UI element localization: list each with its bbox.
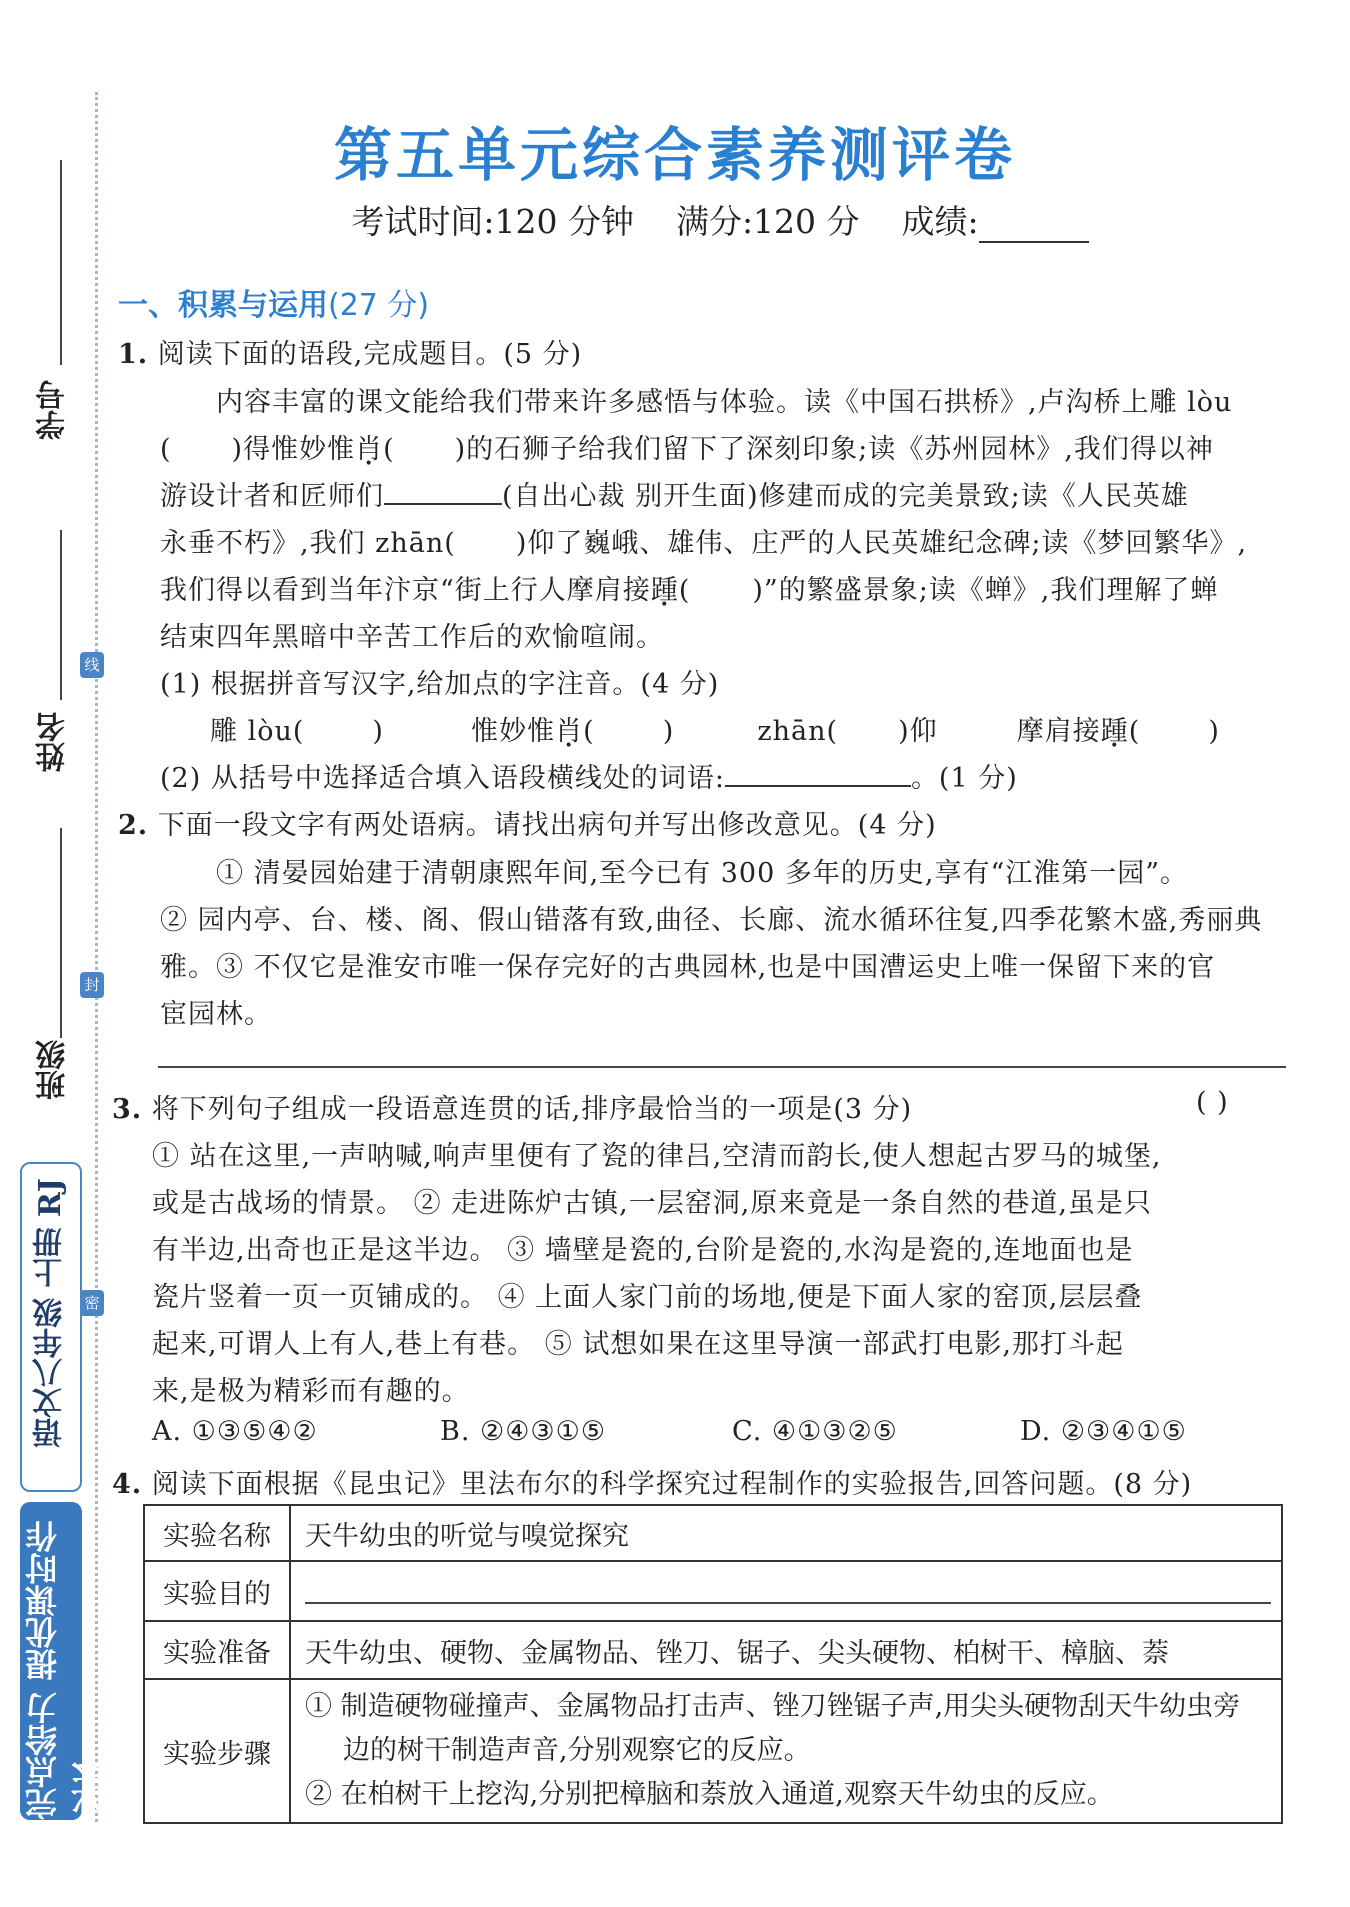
q1-sub1: (1) 根据拼音写汉字,给加点的字注音。(4 分) xyxy=(160,669,720,700)
q3-option-c[interactable]: C. ④①③②⑤ xyxy=(732,1416,898,1447)
q3-option-b[interactable]: B. ②④③①⑤ xyxy=(440,1416,607,1447)
section-label: 一、积累与运用 xyxy=(118,288,328,323)
student-id-label: 学号 xyxy=(36,380,71,440)
q1-stem-text: 阅读下面的语段,完成题目。(5 分) xyxy=(157,339,583,370)
q2-line1: ① 清晏园始建于清朝康熙年间,至今已有 300 多年的历史,享有“江淮第一园”。 xyxy=(216,858,1189,889)
q3-line4: 瓷片竖着一页一页铺成的。 ④ 上面人家门前的场地,便是下面人家的窑顶,层层叠 xyxy=(152,1282,1143,1313)
q1-para-line6: 结束四年黑暗中辛苦工作后的欢愉喧闹。 xyxy=(160,622,664,653)
step-1-line1: ① 制造硬物碰撞声、金属物品打击声、锉刀锉锯子声,用尖头硬物刮天牛幼虫旁 xyxy=(305,1691,1241,1722)
q2-line4: 宦园林。 xyxy=(160,999,272,1030)
text: 游设计者和匠师们 xyxy=(160,481,384,512)
text: )”的繁盛景象;读《蝉》,我们理解了蝉 xyxy=(752,575,1219,606)
experiment-prep-value: 天牛幼虫、硬物、金属物品、锉刀、锯子、尖头硬物、柏树干、樟脑、萘 xyxy=(290,1621,1282,1679)
class-blank[interactable] xyxy=(60,828,62,1038)
q1-para-line4 xyxy=(160,521,1247,560)
paren-open: ( xyxy=(160,434,172,465)
q3-stem-text: 将下列句子组成一段语意连贯的话,排序最恰当的一项是(3 分) xyxy=(151,1094,913,1125)
exam-time: 考试时间:120 分钟 xyxy=(351,202,634,241)
q1-stem xyxy=(118,332,582,371)
q2-number: 2. xyxy=(118,810,149,841)
text: ( xyxy=(1128,716,1141,747)
book-series-band xyxy=(20,1162,108,1820)
q3-line3: 有半边,出奇也正是这半边。 ③ 墙壁是瓷的,台阶是瓷的,水沟是瓷的,连地面也是 xyxy=(152,1235,1134,1266)
seal-tag: 封 xyxy=(80,972,104,998)
text: )仰了巍峨、雄伟、庄严的人民英雄纪念碑;读《梦回繁华》, xyxy=(515,528,1248,559)
q2-answer-line[interactable] xyxy=(158,1066,1286,1068)
answer-blank-xiao[interactable] xyxy=(395,432,455,458)
section-points: (27 分) xyxy=(328,288,430,323)
dotted-char-zhong: 踵 xyxy=(1100,716,1129,747)
q3-line2: 或是古战场的情景。 ② 走进陈炉古镇,一层窑洞,原来竟是一条自然的巷道,虽是只 xyxy=(152,1188,1152,1219)
seal-line-tag: 线 xyxy=(80,652,104,678)
score-label: 成绩: xyxy=(901,202,979,241)
q1-sub2-answer-blank[interactable] xyxy=(725,759,911,787)
q3-line1: ① 站在这里,一声呐喊,响声里便有了瓷的律吕,空清而韵长,使人想起古罗马的城堡, xyxy=(152,1141,1162,1172)
q3-number: 3. xyxy=(112,1094,143,1125)
exam-info xyxy=(0,196,1350,243)
q3-answer-paren[interactable]: ( ) xyxy=(1196,1087,1229,1118)
text: 永垂不朽》,我们 zhān( xyxy=(160,528,456,559)
paren-open: ( xyxy=(678,575,691,606)
table-row xyxy=(144,1621,1282,1679)
q1-sub2 xyxy=(160,756,1018,795)
class-label: 班级 xyxy=(36,1040,71,1100)
q3-option-d[interactable]: D. ②③④①⑤ xyxy=(1020,1416,1187,1447)
series-label: 完点给力 提优课时作业本 xyxy=(24,1520,108,1820)
text: ) xyxy=(1208,716,1220,747)
q4-stem xyxy=(112,1462,1192,1501)
q2-line2: ② 园内亭、台、楼、阁、假山错落有致,曲径、长廊、流水循环往复,四季花繁木盛,秀丽典 xyxy=(160,905,1263,936)
q4-number: 4. xyxy=(112,1469,143,1500)
q3-option-a[interactable]: A. ①③⑤④② xyxy=(152,1416,318,1447)
q1-para-line1: 内容丰富的课文能给我们带来许多感悟与体验。读《中国石拱桥》,卢沟桥上雕 lòu xyxy=(216,387,1233,418)
secret-tag: 密 xyxy=(80,1290,104,1316)
answer-blank-zhong[interactable] xyxy=(690,573,752,599)
experiment-purpose-answer-cell[interactable] xyxy=(290,1561,1282,1621)
text: ) xyxy=(662,716,675,747)
q2-stem xyxy=(118,803,937,842)
text: ( xyxy=(583,716,595,747)
experiment-name-value: 天牛幼虫的听觉与嗅觉探究 xyxy=(290,1505,1282,1561)
step-2: ② 在柏树干上挖沟,分别把樟脑和萘放入通道,观察天牛幼虫的反应。 xyxy=(305,1779,1114,1810)
step-1-line2: 边的树干制造声音,分别观察它的反应。 xyxy=(343,1735,811,1766)
paren-open: ( xyxy=(383,434,395,465)
experiment-report-table xyxy=(143,1504,1283,1824)
experiment-steps-cell xyxy=(290,1679,1282,1823)
dotted-char-xiao: 肖 xyxy=(555,716,584,747)
word-choice-blank[interactable] xyxy=(384,477,502,505)
text: 惟妙惟 xyxy=(471,716,556,747)
dotted-char-zhong: 踵 xyxy=(650,575,679,606)
text: 。(1 分) xyxy=(910,763,1018,794)
experiment-prep-label: 实验准备 xyxy=(144,1621,290,1679)
q2-line3: 雅。③ 不仅它是淮安市唯一保存完好的古典园林,也是中国漕运史上唯一保留下来的官 xyxy=(160,952,1216,983)
purpose-answer-line[interactable] xyxy=(305,1572,1271,1604)
q4-stem-text: 阅读下面根据《昆虫记》里法布尔的科学探究过程制作的实验报告,回答问题。(8 分) xyxy=(151,1469,1193,1500)
student-name-label: 姓名 xyxy=(36,712,71,772)
q2-stem-text: 下面一段文字有两处语病。请找出病句并写出修改意见。(4 分) xyxy=(157,810,937,841)
table-row xyxy=(144,1679,1282,1823)
experiment-purpose-label: 实验目的 xyxy=(144,1561,290,1621)
answer-blank-lou[interactable] xyxy=(172,432,232,458)
text: 摩肩接 xyxy=(1016,716,1101,747)
q1-number: 1. xyxy=(118,339,149,370)
page-title: 第五单元综合素养测评卷 xyxy=(333,121,1016,189)
series-label-box xyxy=(20,1502,108,1820)
text: zhān( xyxy=(757,716,839,747)
text: 我们得以看到当年汴京“街上行人摩肩接 xyxy=(160,575,651,606)
section-heading xyxy=(118,280,429,324)
student-name-blank[interactable] xyxy=(60,530,62,700)
experiment-steps-label: 实验步骤 xyxy=(144,1679,290,1823)
grade-label: 语文八年级 上册 RJ xyxy=(33,1178,68,1449)
table-row xyxy=(144,1505,1282,1561)
table-row xyxy=(144,1561,1282,1621)
text: 雕 lòu( xyxy=(210,716,305,747)
q3-line6: 来,是极为精彩而有趣的。 xyxy=(152,1376,470,1407)
text: )得惟妙惟 xyxy=(231,434,356,465)
full-score: 满分:120 分 xyxy=(675,202,860,241)
grade-label-box xyxy=(20,1162,82,1492)
text: (2) 从括号中选择适合填入语段横线处的词语: xyxy=(160,763,725,794)
experiment-name-label: 实验名称 xyxy=(144,1505,290,1561)
answer-blank-zhan[interactable] xyxy=(456,526,516,552)
q1-sub1-answers xyxy=(210,709,1220,748)
q1-para-line2 xyxy=(160,427,1214,466)
q3-stem xyxy=(112,1087,912,1126)
q1-para-line5 xyxy=(160,568,1218,607)
text: )仰 xyxy=(898,716,938,747)
q1-para-line3 xyxy=(160,474,1189,513)
q3-line5: 起来,可谓人上有人,巷上有巷。 ⑤ 试想如果在这里导演一部武打电影,那打斗起 xyxy=(152,1329,1124,1360)
text: )的石狮子给我们留下了深刻印象;读《苏州园林》,我们得以神 xyxy=(454,434,1214,465)
dotted-char-xiao: 肖 xyxy=(355,434,384,465)
text: ) xyxy=(372,716,384,747)
text: (自出心裁 别开生面)修建而成的完美景致;读《人民英雄 xyxy=(502,481,1189,512)
score-blank[interactable] xyxy=(979,211,1089,243)
